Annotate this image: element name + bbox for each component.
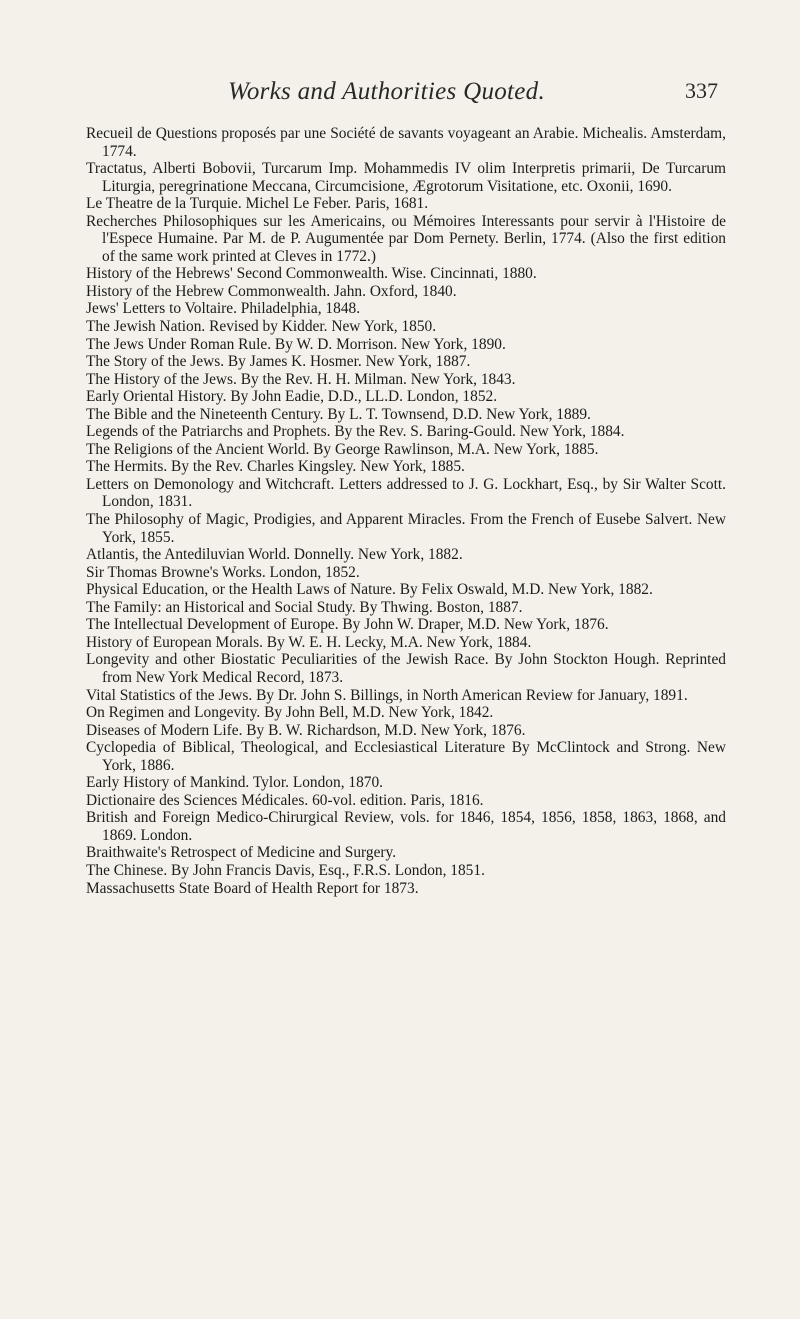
bibliography-entry: Recueil de Questions proposés par une Société de savants voyageant an Arabie. Michealis. Amsterdam, 1774. bbox=[86, 125, 726, 160]
bibliography-entry: On Regimen and Longevity. By John Bell, M.D. New York, 1842. bbox=[86, 704, 494, 722]
bibliography-entry: The History of the Jews. By the Rev. H. H. Milman. New York, 1843. bbox=[86, 370, 516, 388]
bibliography-entry: Early History of Mankind. Tylor. London, 1870. bbox=[86, 774, 384, 792]
bibliography-entry: Braithwaite's Retrospect of Medicine and Surgery. bbox=[86, 844, 397, 862]
bibliography-entry: The Intellectual Development of Europe. By John W. Draper, M.D. New York, 1876. bbox=[86, 616, 609, 634]
bibliography-entry: Letters on Demonology and Witchcraft. Letters addressed to J. G. Lockhart, Esq., by Sir Walter Scott. London, 1831. bbox=[86, 475, 726, 511]
bibliography-entry: Legends of the Patriarchs and Prophets. By the Rev. S. Baring-Gould. New York, 1884. bbox=[86, 423, 625, 441]
bibliography-entry: Atlantis, the Antediluvian World. Donnelly. New York, 1882. bbox=[86, 546, 463, 564]
bibliography-entry: Vital Statistics of the Jews. By Dr. John S. Billings, in North American Review for January, 1891. bbox=[86, 686, 688, 704]
bibliography-entry: Physical Education, or the Health Laws of Nature. By Felix Oswald, M.D. New York, 1882. bbox=[86, 581, 653, 599]
bibliography-entry: Recherches Philosophiques sur les Americains, ou Mémoires Interessants pour servir à l'Histoire de l'Espece Humaine. Par M. de P. Augumentée par Dom Pernety. Berlin, 1774. (Also the first edition of the same work printed at Cleves in 1772.) bbox=[86, 212, 726, 265]
page-number: 337 bbox=[685, 78, 718, 103]
bibliography-entry: Le Theatre de la Turquie. Michel Le Feber. Paris, 1681. bbox=[86, 195, 429, 213]
bibliography-entry: The Chinese. By John Francis Davis, Esq., F.R.S. London, 1851. bbox=[86, 861, 485, 879]
page-header bbox=[0, 78, 800, 112]
bibliography-entry: Diseases of Modern Life. By B. W. Richardson, M.D. New York, 1876. bbox=[86, 721, 526, 739]
bibliography-entry: Tractatus, Alberti Bobovii, Turcarum Imp. Mohammedis IV olim Interpretis primarii, De Turcarum Liturgia, peregrinatione Meccana, Circumcisione, Ægrotorum Visitatione, etc. Oxonii, 1690. bbox=[86, 160, 726, 195]
bibliography-entry: History of European Morals. By W. E. H. Lecky, M.A. New York, 1884. bbox=[86, 633, 532, 651]
bibliography-entry: The Story of the Jews. By James K. Hosmer. New York, 1887. bbox=[86, 353, 471, 371]
bibliography-entry: The Religions of the Ancient World. By George Rawlinson, M.A. New York, 1885. bbox=[86, 440, 599, 458]
bibliography-entry: The Jewish Nation. Revised by Kidder. New York, 1850. bbox=[86, 318, 437, 336]
bibliography-entry: Sir Thomas Browne's Works. London, 1852. bbox=[86, 563, 360, 581]
bibliography-entry: The Hermits. By the Rev. Charles Kingsley. New York, 1885. bbox=[86, 458, 465, 476]
bibliography-entry: The Family: an Historical and Social Study. By Thwing. Boston, 1887. bbox=[86, 598, 523, 616]
bibliography-entry: History of the Hebrew Commonwealth. Jahn. Oxford, 1840. bbox=[86, 282, 457, 300]
bibliography-entry: Massachusetts State Board of Health Report for 1873. bbox=[86, 879, 419, 897]
bibliography-entry: The Philosophy of Magic, Prodigies, and Apparent Miracles. From the French of Eusebe Salvert. New York, 1855. bbox=[86, 511, 726, 546]
bibliography-entry: The Bible and the Nineteenth Century. By L. T. Townsend, D.D. New York, 1889. bbox=[86, 405, 591, 423]
bibliography-entry: Early Oriental History. By John Eadie, D.D., LL.D. London, 1852. bbox=[86, 388, 498, 406]
bibliography-entry: History of the Hebrews' Second Commonwealth. Wise. Cincinnati, 1880. bbox=[86, 265, 537, 283]
bibliography-entry: Dictionaire des Sciences Médicales. 60-vol. edition. Paris, 1816. bbox=[86, 791, 484, 809]
bibliography-entry: The Jews Under Roman Rule. By W. D. Morrison. New York, 1890. bbox=[86, 335, 506, 353]
bibliography-entry: Longevity and other Biostatic Peculiarities of the Jewish Race. By John Stockton Hough. Reprinted from New York Medical Record, 1873. bbox=[86, 651, 726, 686]
bibliography-entry: Jews' Letters to Voltaire. Philadelphia, 1848. bbox=[86, 300, 361, 318]
bibliography-list bbox=[86, 125, 726, 897]
bibliography-entry: Cyclopedia of Biblical, Theological, and Ecclesiastical Literature By McClintock and Strong. New York, 1886. bbox=[86, 739, 726, 774]
running-title: Works and Authorities Quoted. bbox=[228, 78, 546, 105]
bibliography-entry: British and Foreign Medico-Chirurgical Review, vols. for 1846, 1854, 1856, 1858, 1863, 1868, and 1869. London. bbox=[86, 809, 726, 844]
